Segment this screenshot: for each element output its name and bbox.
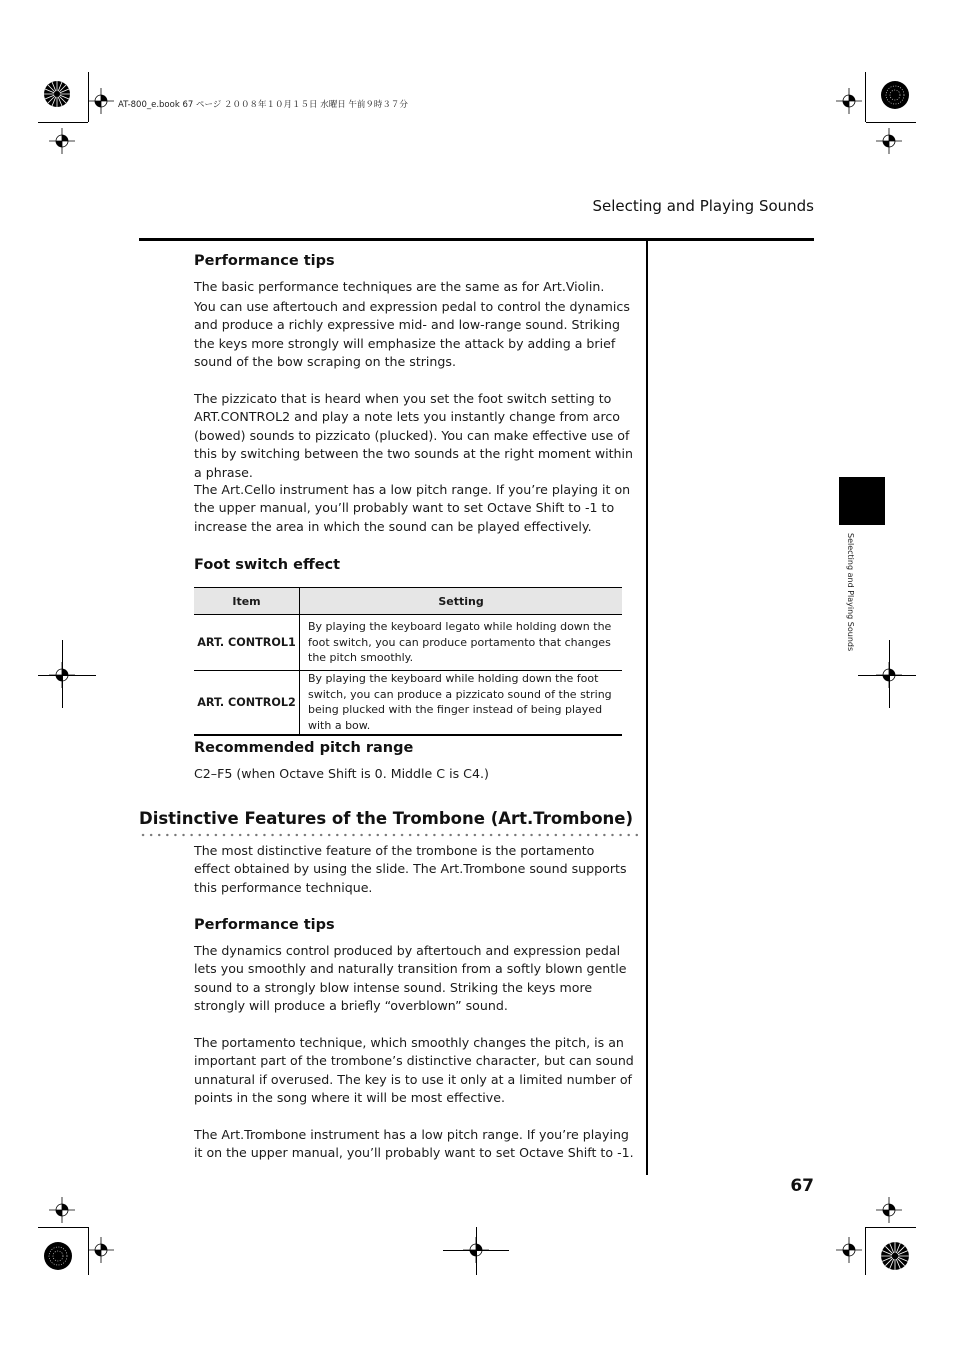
target-mark-icon [880,80,910,110]
crop-mark [865,72,866,122]
table-cell-setting: By playing the keyboard while holding down the foot switch, you can produce a pizzicato sound of the string being plucked with the finger instead of being played with a bow. [300,671,623,735]
page-number: 67 [790,1176,814,1196]
registration-mark-icon [836,88,862,114]
crop-mark [62,640,63,708]
registration-mark-icon [88,1237,114,1263]
foot-switch-heading: Foot switch effect [194,557,341,573]
column-header: Item [194,588,300,615]
crop-mark [38,1227,88,1228]
crop-mark [866,1227,916,1228]
registration-mark-icon [836,1237,862,1263]
registration-mark-icon [88,88,114,114]
foot-switch-table [194,587,622,736]
pitch-range-text: C2–F5 (when Octave Shift is 0. Middle C is C4.) [194,766,489,781]
registration-mark-icon [49,1197,75,1223]
crop-mark [476,1227,477,1275]
body-paragraph: The basic performance techniques are the same as for Art.Violin. [194,279,605,294]
registration-mark-icon [49,128,75,154]
table-cell-item: ART. CONTROL2 [194,671,300,735]
crop-mark [866,122,916,123]
table-row [194,615,622,671]
performance-tips-heading: Performance tips [194,917,335,933]
header-rule [139,238,814,241]
performance-tips-heading: Performance tips [194,253,335,269]
table-cell-setting: By playing the keyboard legato while holding down the foot switch, you can produce portamento that changes the pitch smoothly. [300,615,623,671]
crop-mark [38,122,88,123]
starburst-mark-icon [43,80,71,108]
body-paragraph: The portamento technique, which smoothly changes the pitch, is an important part of the trombone’s distinctive character, but can sound unnatural if overused. The key is to use it only at a limited number of points in the song where it will be most effective. [194,1035,634,1106]
table-cell-item: ART. CONTROL1 [194,615,300,671]
chapter-tab-label: Selecting and Playing Sounds [846,533,855,652]
pitch-range-heading: Recommended pitch range [194,740,414,756]
column-header: Setting [300,588,623,615]
table-header-row [194,588,622,615]
print-info: AT-800_e.book 67 ページ ２００８年１０月１５日 水曜日 午前９時３７分 [118,100,408,110]
registration-mark-icon [876,1197,902,1223]
crop-mark [889,640,890,708]
crop-mark [865,1227,866,1275]
body-paragraph: The dynamics control produced by aftertouch and expression pedal lets you smoothly and naturally transition from a softly blown gentle sound to a strongly blow intense sound. Striking the keys more strongly will produce a briefly “overblown” sound. [194,943,627,1014]
body-paragraph: The pizzicato that is heard when you set the foot switch setting to ART.CONTROL2 and play a note lets you instantly change from arco (bowed) sounds to pizzicato (plucked). You can make effective use of this by switching between the two sounds at the right moment within a phrase. [194,391,634,480]
body-paragraph: You can use aftertouch and expression pedal to control the dynamics and produce a richly expressive mid- and low-range sound. Striking the keys more strongly will emphasize the attack by adding a brief sound of the bow scraping on the strings. [194,299,630,370]
body-paragraph: The Art.Cello instrument has a low pitch range. If you’re playing it on the upper manual, you’ll probably want to set Octave Shift to -1 to increase the area in which the sound can be played effectively. [194,482,631,534]
chapter-tab [839,477,885,525]
starburst-mark-icon [880,1241,910,1271]
registration-mark-icon [876,128,902,154]
column-divider [646,238,648,1175]
dotted-rule [139,833,639,837]
table-row [194,671,622,735]
body-paragraph: The Art.Trombone instrument has a low pitch range. If you’re playing it on the upper manual, you’ll probably want to set Octave Shift to -1. [194,1127,634,1161]
running-head: Selecting and Playing Sounds [592,197,814,215]
crop-mark [38,675,96,676]
section-title: Distinctive Features of the Trombone (Art.Trombone) [139,809,634,828]
body-paragraph: The most distinctive feature of the trombone is the portamento effect obtained by using the slide. The Art.Trombone sound supports this performance technique. [194,843,627,895]
crop-mark [858,675,916,676]
target-mark-icon [43,1241,73,1271]
